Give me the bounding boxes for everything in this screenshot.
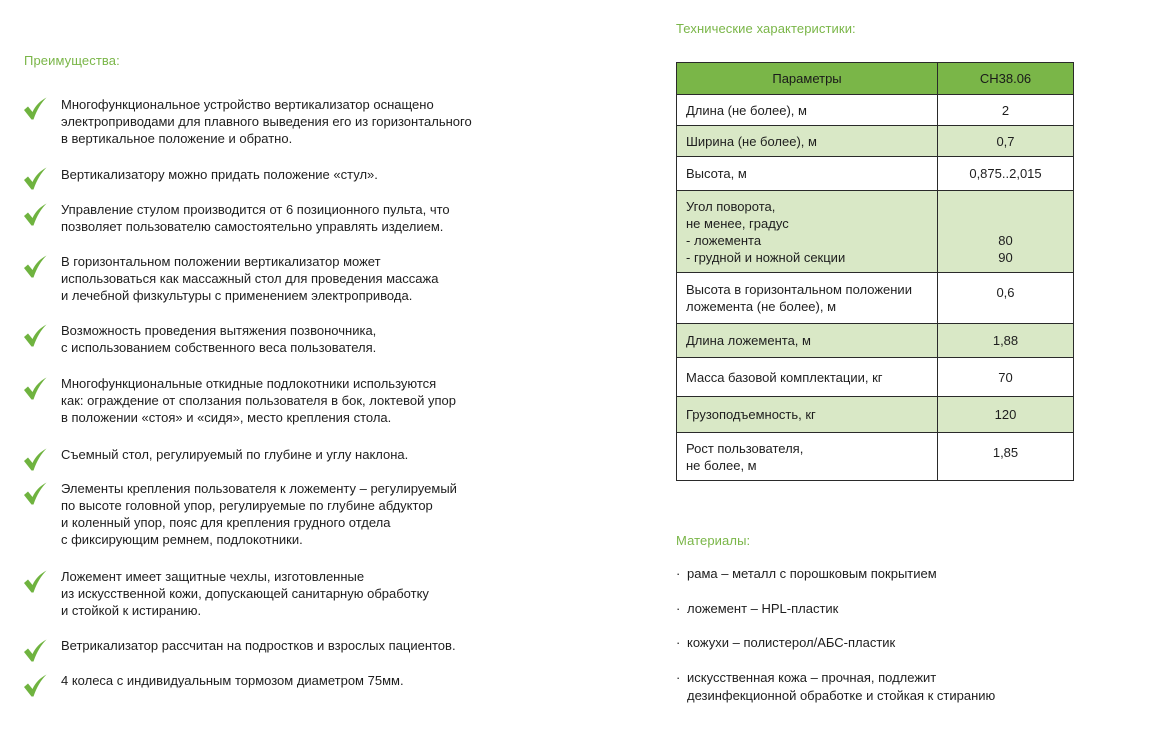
spec-row	[677, 191, 1074, 273]
spec-param: Длина ложемента, м	[677, 324, 938, 358]
advantage-text: Вертикализатору можно придать положение «стул».	[61, 167, 378, 182]
material-text: ложемент – HPL-пластик	[687, 601, 839, 616]
checkmark-icon	[22, 673, 48, 699]
advantage-text: Многофункциональное устройство вертикализатор оснащено электроприводами для плавного выведения его из горизонтального в вертикальное положение и обратно.	[61, 97, 472, 146]
material-text: искусственная кожа – прочная, подлежит дезинфекционной обработке и стойкая к стиранию	[687, 670, 996, 703]
spec-row	[677, 324, 1074, 358]
bullet-icon: ·	[676, 670, 681, 685]
spec-value: 1,88	[938, 324, 1074, 358]
spec-header-row	[677, 63, 1074, 95]
checkmark-icon	[22, 202, 48, 228]
spec-param: Ширина (не более), м	[677, 126, 938, 157]
spec-value: 120	[938, 397, 1074, 433]
advantage-text: Возможность проведения вытяжения позвоночника, с использованием собственного веса пользователя.	[61, 323, 377, 355]
spec-row	[677, 358, 1074, 397]
spec-param: Высота, м	[677, 157, 938, 191]
tech-heading: Технические характеристики:	[676, 21, 856, 36]
spec-param: Масса базовой комплектации, кг	[677, 358, 938, 397]
bullet-icon: ·	[676, 635, 681, 650]
spec-row	[677, 273, 1074, 324]
spec-param: Высота в горизонтальном положении ложемента (не более), м	[677, 273, 938, 324]
spec-param: Рост пользователя, не более, м	[677, 433, 938, 481]
checkmark-icon	[22, 96, 48, 122]
spec-header-model: СН38.06	[938, 63, 1074, 95]
spec-param: Угол поворота, не менее, градус - ложемента - грудной и ножной секции	[677, 191, 938, 273]
spec-param: Грузоподъемность, кг	[677, 397, 938, 433]
spec-value: 1,85	[938, 433, 1074, 481]
checkmark-icon	[22, 638, 48, 664]
advantages-heading: Преимущества:	[24, 53, 120, 68]
material-text: рама – металл с порошковым покрытием	[687, 566, 937, 581]
checkmark-icon	[22, 569, 48, 595]
checkmark-icon	[22, 376, 48, 402]
spec-row	[677, 126, 1074, 157]
advantage-text: В горизонтальном положении вертикализатор может использоваться как массажный стол для проведения массажа и лечебной физкультуры с применением электропривода.	[61, 254, 439, 303]
spec-value: 2	[938, 95, 1074, 126]
spec-header-param: Параметры	[677, 63, 938, 95]
spec-value: 0,6	[938, 273, 1074, 324]
checkmark-icon	[22, 323, 48, 349]
advantage-text: Элементы крепления пользователя к ложементу – регулируемый по высоте головной упор, регулируемые по глубине абдуктор и коленный упор, пояс для крепления грудного отдела с фиксирующим ремнем, подлокотники.	[61, 481, 457, 547]
advantage-text: Съемный стол, регулируемый по глубине и углу наклона.	[61, 447, 409, 462]
checkmark-icon	[22, 254, 48, 280]
spec-value: 0,875..2,015	[938, 157, 1074, 191]
spec-row	[677, 157, 1074, 191]
spec-value: 0,7	[938, 126, 1074, 157]
spec-row	[677, 95, 1074, 126]
spec-value: 70	[938, 358, 1074, 397]
spec-value: 80 90	[938, 191, 1074, 273]
checkmark-icon	[22, 481, 48, 507]
spec-param: Длина (не более), м	[677, 95, 938, 126]
bullet-icon: ·	[676, 566, 681, 581]
advantage-text: Многофункциональные откидные подлокотники используются как: ограждение от сползания пользователя в бок, локтевой упор в положении «стоя» и «сидя», место крепления стола.	[61, 376, 456, 425]
advantage-text: Ложемент имеет защитные чехлы, изготовленные из искусственной кожи, допускающей санитарную обработку и стойкой к истиранию.	[61, 569, 429, 618]
materials-heading: Материалы:	[676, 533, 751, 548]
spec-row	[677, 397, 1074, 433]
spec-table	[676, 62, 1074, 481]
material-text: кожухи – полистерол/АБС-пластик	[687, 635, 896, 650]
checkmark-icon	[22, 166, 48, 192]
advantage-text: Ветрикализатор рассчитан на подростков и взрослых пациентов.	[61, 638, 456, 653]
bullet-icon: ·	[676, 601, 681, 616]
advantage-text: Управление стулом производится от 6 позиционного пульта, что позволяет пользователю самостоятельно управлять изделием.	[61, 202, 450, 234]
advantage-text: 4 колеса с индивидуальным тормозом диаметром 75мм.	[61, 673, 404, 688]
checkmark-icon	[22, 447, 48, 473]
spec-row	[677, 433, 1074, 481]
